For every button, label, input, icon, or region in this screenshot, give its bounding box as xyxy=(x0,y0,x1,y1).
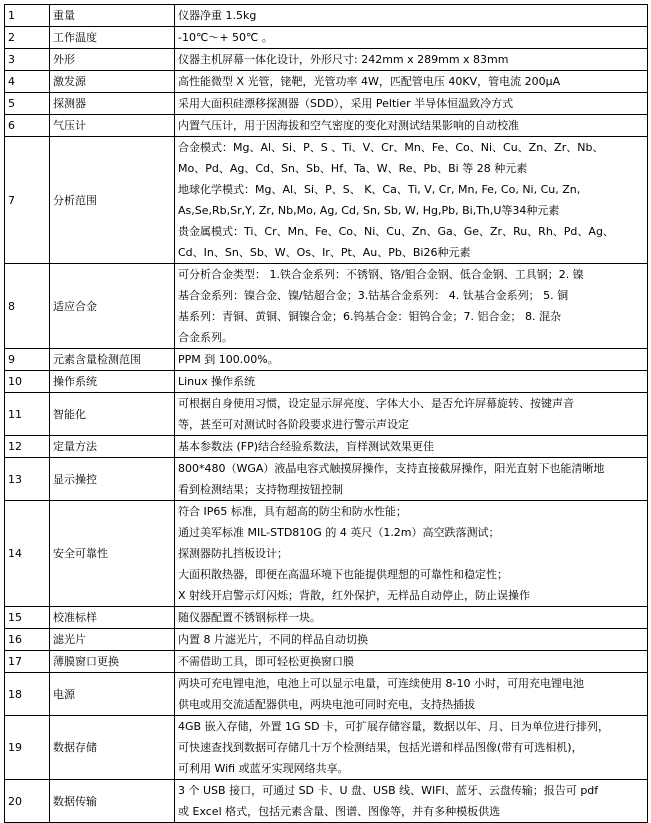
spec-name: 探测器 xyxy=(50,93,175,115)
spec-table-body xyxy=(5,5,648,823)
spec-value-line: 4GB 嵌入存储，外置 1G SD 卡，可扩展存储容量，数据以年、月、日为单位进行排列， xyxy=(178,720,610,733)
spec-value-line: 基系列：青铜、黄铜、铜镍合金；6.钨基合金：钼钨合金；7. 铝合金； 8. 混杂 xyxy=(178,310,561,323)
table-row xyxy=(5,780,648,823)
spec-value-line: 不需借助工具，即可轻松更换窗口膜 xyxy=(178,655,354,668)
spec-value xyxy=(175,5,648,27)
spec-value-line: 800*480（WGA）液晶电容式触摸屏操作，支持直接截屏操作，阳光直射下也能清晰地 xyxy=(178,462,605,475)
spec-name: 操作系统 xyxy=(50,371,175,393)
table-row xyxy=(5,5,648,27)
row-number: 11 xyxy=(5,393,50,436)
row-number: 6 xyxy=(5,115,50,137)
spec-value-line: PPM 到 100.00%。 xyxy=(178,353,279,366)
spec-value-line: 可根据自身使用习惯，设定显示屏亮度、字体大小、是否允许屏幕旋转、按键声音 xyxy=(178,397,574,410)
spec-name: 定量方法 xyxy=(50,436,175,458)
table-row xyxy=(5,607,648,629)
spec-value-line: 可快速查找到数据可存储几十万个检测结果，包括光谱和样品图像(带有可选相机)， xyxy=(178,741,583,754)
spec-value xyxy=(175,137,648,264)
spec-value-line: 供电或用交流适配器供电，两块电池可同时充电，支持热插拔 xyxy=(178,698,475,711)
spec-name: 外形 xyxy=(50,49,175,71)
table-row xyxy=(5,27,648,49)
row-number: 8 xyxy=(5,264,50,349)
spec-value-line: 等，甚至可对测试时各阶段要求进行警示声设定 xyxy=(178,418,409,431)
spec-value-line: 两块可充电锂电池，电池上可以显示电量，可连续使用 8-10 小时，可用充电锂电池 xyxy=(178,677,584,690)
spec-value xyxy=(175,264,648,349)
spec-value xyxy=(175,49,648,71)
spec-value xyxy=(175,651,648,673)
spec-value xyxy=(175,458,648,501)
spec-value xyxy=(175,371,648,393)
spec-name: 显示操控 xyxy=(50,458,175,501)
spec-name: 校准标样 xyxy=(50,607,175,629)
table-row xyxy=(5,436,648,458)
table-row xyxy=(5,501,648,607)
spec-value xyxy=(175,349,648,371)
spec-value-line: 看到检测结果；支持物理按钮控制 xyxy=(178,483,343,496)
spec-value-line: 符合 IP65 标准，具有超高的防尘和防水性能； xyxy=(178,505,407,518)
row-number: 5 xyxy=(5,93,50,115)
row-number: 4 xyxy=(5,71,50,93)
spec-value-line: As,Se,Rb,Sr,Y, Zr, Nb,Mo, Ag, Cd, Sn, Sb, W, Hg,Pb, Bi,Th,U等34种元素 xyxy=(178,204,560,217)
row-number: 20 xyxy=(5,780,50,823)
table-row xyxy=(5,49,648,71)
spec-value-line: 仪器净重 1.5kg xyxy=(178,9,257,22)
spec-name: 激发源 xyxy=(50,71,175,93)
spec-name: 气压计 xyxy=(50,115,175,137)
spec-name: 安全可靠性 xyxy=(50,501,175,607)
spec-name: 分析范围 xyxy=(50,137,175,264)
row-number: 16 xyxy=(5,629,50,651)
row-number: 17 xyxy=(5,651,50,673)
spec-value xyxy=(175,501,648,607)
spec-value-line: 内置气压计，用于因海拔和空气密度的变化对测试结果影响的自动校准 xyxy=(178,119,519,132)
spec-value xyxy=(175,393,648,436)
row-number: 1 xyxy=(5,5,50,27)
row-number: 7 xyxy=(5,137,50,264)
spec-value-line: -10℃～+ 50℃ 。 xyxy=(178,31,273,44)
spec-value-line: 可分析合金类型： 1.铁合金系列：不锈钢、铬/钼合金钢、低合金钢、工具钢；2. 镍 xyxy=(178,268,584,281)
table-row xyxy=(5,371,648,393)
row-number: 12 xyxy=(5,436,50,458)
table-row xyxy=(5,71,648,93)
spec-value xyxy=(175,71,648,93)
spec-value-line: 基合金系列：镍合金、镍/钴超合金；3.钴基合金系列： 4. 钛基合金系列； 5. 铜 xyxy=(178,289,569,302)
spec-table xyxy=(4,4,648,823)
table-row xyxy=(5,349,648,371)
spec-value xyxy=(175,93,648,115)
row-number: 3 xyxy=(5,49,50,71)
table-row xyxy=(5,137,648,264)
row-number: 13 xyxy=(5,458,50,501)
spec-value-line: 合金系列。 xyxy=(178,331,233,344)
spec-name: 智能化 xyxy=(50,393,175,436)
spec-value xyxy=(175,629,648,651)
spec-value-line: 或 Excel 格式，包括元素含量、图谱、图像等，并有多种模板供选 xyxy=(178,805,501,818)
spec-value xyxy=(175,27,648,49)
table-row xyxy=(5,393,648,436)
table-row xyxy=(5,458,648,501)
row-number: 14 xyxy=(5,501,50,607)
row-number: 9 xyxy=(5,349,50,371)
spec-value-line: Mo、Pd、Ag、Cd、Sn、Sb、Hf、Ta、W、Re、Pb、Bi 等 28 种元素 xyxy=(178,162,528,175)
row-number: 10 xyxy=(5,371,50,393)
spec-value-line: 地球化学模式：Mg、Al、Si、P、S、 K、Ca、Ti, V, Cr, Mn, Fe, Co, Ni, Cu, Zn, xyxy=(178,183,581,196)
table-row xyxy=(5,115,648,137)
row-number: 18 xyxy=(5,673,50,716)
table-row xyxy=(5,93,648,115)
table-row xyxy=(5,716,648,780)
spec-value-line: 基本参数法 (FP)结合经验系数法，盲样测试效果更佳 xyxy=(178,440,435,453)
row-number: 15 xyxy=(5,607,50,629)
spec-value-line: 可利用 Wifi 或蓝牙实现网络共享。 xyxy=(178,762,349,775)
spec-value-line: 合金模式：Mg、Al、Si、P、S 、Ti、V、Cr、Mn、Fe、Co、Ni、Cu、Zn、Zr、Nb、 xyxy=(178,141,604,154)
row-number: 2 xyxy=(5,27,50,49)
spec-name: 滤光片 xyxy=(50,629,175,651)
spec-value xyxy=(175,780,648,823)
spec-name: 电源 xyxy=(50,673,175,716)
table-row xyxy=(5,264,648,349)
spec-value-line: 高性能微型 X 光管，铑靶，光管功率 4W，匹配管电压 40KV，管电流 200μA xyxy=(178,75,561,88)
spec-value-line: 内置 8 片滤光片，不同的样品自动切换 xyxy=(178,633,368,646)
spec-name: 适应合金 xyxy=(50,264,175,349)
spec-name: 数据存储 xyxy=(50,716,175,780)
spec-value-line: 探测器防扎挡板设计； xyxy=(178,547,288,560)
spec-value xyxy=(175,436,648,458)
spec-name: 数据传输 xyxy=(50,780,175,823)
spec-value-line: 3 个 USB 接口，可通过 SD 卡、U 盘、USB 线、WIFI、蓝牙、云盘传输；报告可 pdf xyxy=(178,784,599,797)
row-number: 19 xyxy=(5,716,50,780)
spec-value-line: 贵金属模式：Ti、Cr、Mn、Fe、Co、Ni、Cu、Zn、Ga、Ge、Zr、Ru、Rh、Pd、Ag、 xyxy=(178,225,614,238)
table-row xyxy=(5,673,648,716)
spec-name: 元素含量检测范围 xyxy=(50,349,175,371)
spec-value xyxy=(175,673,648,716)
spec-value-line: X 射线开启警示灯闪烁；背散，红外保护，无样品自动停止，防止误操作 xyxy=(178,589,531,602)
spec-name: 薄膜窗口更换 xyxy=(50,651,175,673)
spec-value-line: 仪器主机屏幕一体化设计，外形尺寸: 242mm x 289mm x 83mm xyxy=(178,53,509,66)
spec-value-line: 采用大面积硅漂移探测器（SDD），采用 Peltier 半导体恒温致冷方式 xyxy=(178,97,514,110)
spec-name: 工作温度 xyxy=(50,27,175,49)
spec-value xyxy=(175,607,648,629)
spec-value-line: 随仪器配置不锈钢标样一块。 xyxy=(178,611,321,624)
table-row xyxy=(5,629,648,651)
spec-value xyxy=(175,115,648,137)
spec-name: 重量 xyxy=(50,5,175,27)
spec-value-line: Linux 操作系统 xyxy=(178,375,256,388)
spec-value-line: 通过美军标准 MIL-STD810G 的 4 英尺（1.2m）高空跌落测试； xyxy=(178,526,500,539)
spec-value-line: Cd、In、Sn、Sb、W、Os、Ir、Pt、Au、Pb、Bi26种元素 xyxy=(178,246,471,259)
table-row xyxy=(5,651,648,673)
spec-value-line: 大面积散热器，即便在高温环境下也能提供理想的可靠性和稳定性； xyxy=(178,568,508,581)
spec-value xyxy=(175,716,648,780)
